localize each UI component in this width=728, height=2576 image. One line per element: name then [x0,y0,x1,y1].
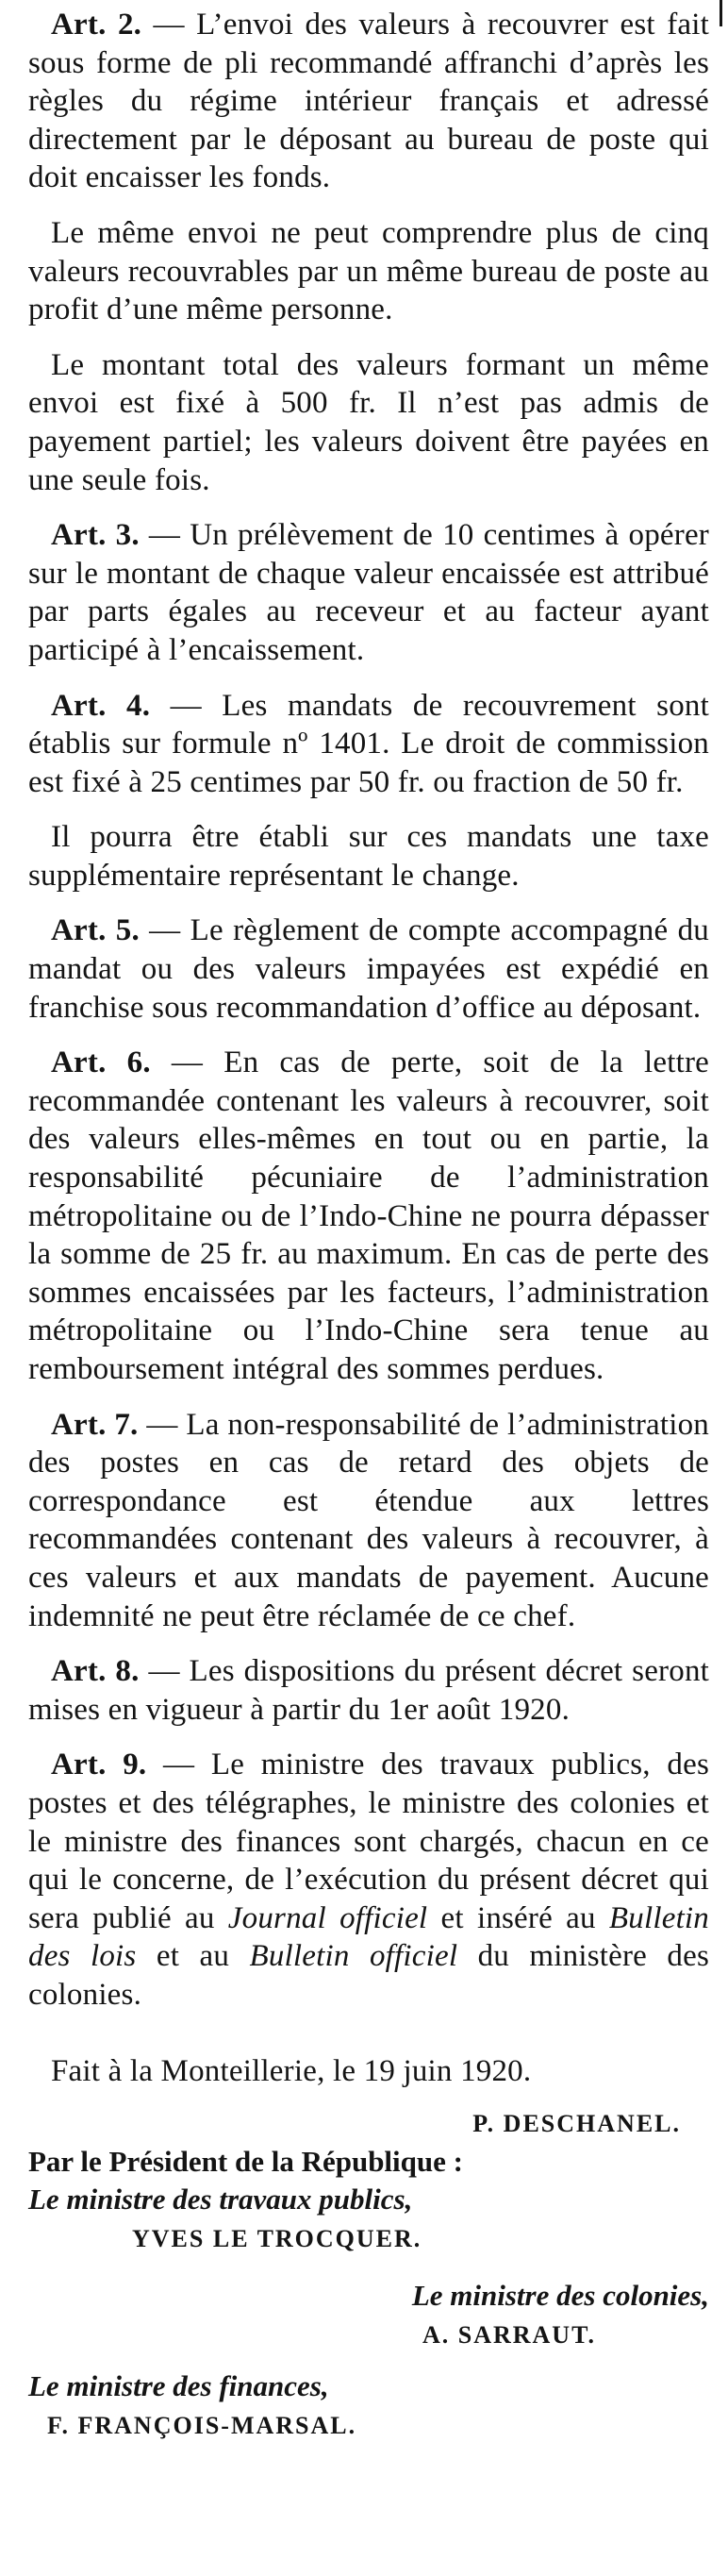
article-number: Art. 8. [51,1654,140,1689]
journal-title: Journal officiel [227,1900,428,1935]
min-finances-title: Le ministre des finances, [28,2369,329,2403]
article-number: Art. 7. [51,1407,139,1442]
paragraph-text: — Les dispositions du présent décret seront mises en vigueur à partir du 1er août 1920. [28,1654,710,1727]
paragraph-text: — L’envoi des valeurs à recouvrer est fait sous forme de pli recommandé affranchi d’après les règles du régime intérieur français et adressé directement par le déposant au bureau de poste qui doit encaisser les fonds. [28,8,709,195]
paragraph-art-4-b [28,818,709,895]
min-travaux-name: YVES LE TROCQUER. [132,2225,422,2253]
paragraph-art-2 [28,6,709,197]
paragraph-text: Le montant total des valeurs formant un même envoi est fixé à 500 fr. Il n’est pas admis de payement partiel; les valeurs doivent être payées en une seule fois. [28,347,709,497]
paragraph-art-6 [28,1044,709,1388]
paragraph-art-3 [28,516,709,669]
column-rule [720,0,722,26]
paragraph-art-8 [28,1652,709,1729]
paragraph-text: et au [136,1939,250,1974]
paragraph-text: et inséré au [427,1900,609,1935]
fait-line: Fait à la Monteillerie, le 19 juin 1920. [51,2053,532,2088]
paragraph-art-2-b [28,214,709,329]
paragraph-text: — Le règlement de compte accompagné du mandat ou des valeurs impayées est expédié en franchise sous recommandation d’office au déposant. [28,913,709,1025]
article-number: Art. 6. [51,1045,151,1080]
min-travaux-title: Le ministre des travaux publics, [28,2183,413,2216]
paragraph-art-4 [28,687,709,802]
paragraph-text: — Les mandats de recouvrement sont établis sur formule nº 1401. Le droit de commission est fixé à 25 centimes par 50 fr. ou fraction de 50 fr. [28,688,709,799]
article-number: Art. 9. [51,1748,147,1782]
paragraph-art-9 [28,1746,709,2014]
min-finances-name: F. FRANÇOIS-MARSAL. [47,2412,357,2440]
article-number: Art. 2. [51,8,142,42]
paragraph-text: — Le ministre des travaux publics, des postes et des télégraphes, le ministre des colonies et le ministre des finances sont chargés, chacun en ce qui le concerne, de l’exécution du présent décret qui sera publié au [28,1748,709,1935]
paragraph-text: — En cas de perte, soit de la lettre recommandée contenant les valeurs à recouvrer, soit des valeurs elles-mêmes en tout ou en partie, la responsabilité pécuniaire de l’administration métropolitaine ou de l’Indo-Chine ne pourra dépasser la somme de 25 fr. au maximum. En cas de perte des sommes encaissées par les facteurs, l’administration métropolitaine ou l’Indo-Chine sera tenue au remboursement intégral des sommes perdues. [28,1045,709,1386]
paragraph-art-5 [28,912,709,1027]
paragraph-text: Il pourra être établi sur ces mandats une taxe supplémentaire représentant le change. [28,820,709,893]
par-le-president: Par le Président de la République : [28,2145,463,2179]
paragraph-text: — Un prélèvement de 10 centimes à opérer sur le montant de chaque valeur encaissée est attribué par parts égales au receveur et au facteur ayant participé à l’encaissement. [28,518,709,667]
bulletin-lois-title: Bulletin des lois [28,1900,710,1974]
paragraph-text: du ministère des colonies. [28,1939,709,2012]
article-number: Art. 5. [51,913,140,948]
paragraph-text: Le même envoi ne peut comprendre plus de cinq valeurs recouvrables par un même bureau de poste au profit d’une même personne. [28,215,709,327]
paragraph-art-7 [28,1406,709,1636]
article-number: Art. 3. [51,518,140,553]
paragraph-art-2-c [28,346,709,499]
signature-president: P. DESCHANEL. [472,2110,681,2138]
min-colonies-name: A. SARRAUT. [422,2321,596,2350]
article-number: Art. 4. [51,688,151,723]
paragraph-text: — La non-responsabilité de l’administration des postes en cas de retard des objets de correspondance est étendue aux lettres recommandées contenant des valeurs à recouvrer, à ces valeurs et aux mandats de payement. Aucune indemnité ne peut être réclamée de ce chef. [28,1407,710,1633]
bulletin-officiel-title: Bulletin officiel [249,1939,458,1974]
min-colonies-title: Le ministre des colonies, [411,2279,709,2313]
